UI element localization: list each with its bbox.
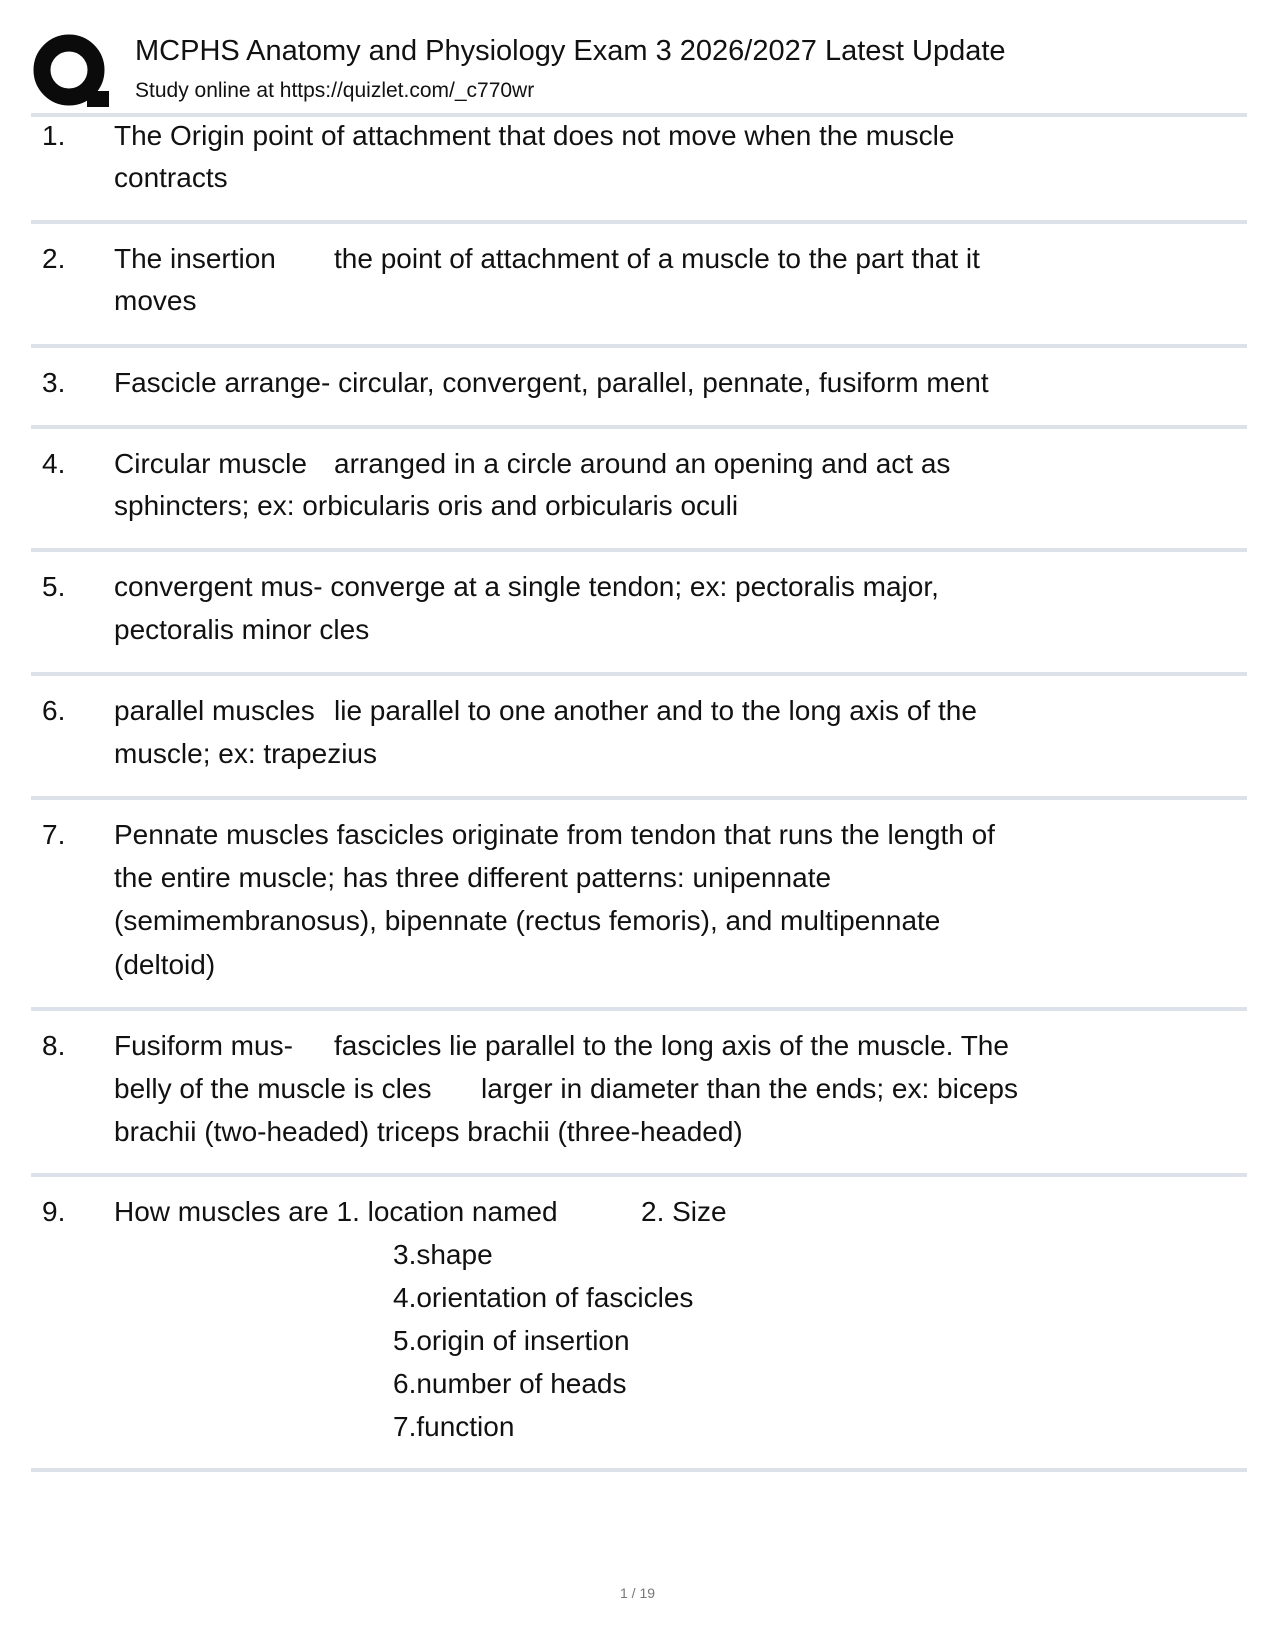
card-text-line: contracts (114, 162, 228, 193)
card-text-line: brachii (two-headed) triceps brachii (three-headed) (114, 1116, 743, 1147)
card-term: Circular muscle (114, 448, 307, 479)
divider (31, 1468, 1247, 1472)
card-text-line: sphincters; ex: orbicularis oris and orbicularis oculi (114, 490, 739, 521)
card-text-line: convergent mus- converge at a single tendon; ex: pectoralis major, (114, 571, 939, 602)
card-term: parallel muscles (114, 695, 315, 726)
study-online-link[interactable]: Study online at https://quizlet.com/_c770wr (135, 79, 535, 102)
quizlet-logo-icon (32, 33, 112, 113)
card-term: Fusiform mus- (114, 1030, 293, 1061)
divider (31, 220, 1247, 224)
card-number: 3. (42, 367, 66, 398)
divider (31, 796, 1247, 800)
card-text-line: muscle; ex: trapezius (114, 738, 377, 769)
page-number: 1 / 19 (619, 1585, 656, 1601)
card-text-line: Pennate muscles fascicles originate from tendon that runs the length of (114, 819, 995, 850)
card-text-line: The Origin point of attachment that does not move when the muscle (114, 120, 955, 151)
card-term: How muscles are 1. location named (114, 1196, 558, 1227)
card-definition: the point of attachment of a muscle to the part that it (334, 243, 980, 274)
card-definition: lie parallel to one another and to the long axis of the (334, 695, 977, 726)
card-text-line: (semimembranosus), bipennate (rectus femoris), and multipennate (114, 905, 941, 936)
card-text-line: the entire muscle; has three different patterns: unipennate (114, 862, 832, 893)
divider (31, 672, 1247, 676)
card-number: 1. (42, 120, 66, 151)
card-text-line: larger in diameter than the ends; ex: biceps (481, 1073, 1018, 1104)
card-text-line: 6.number of heads (393, 1368, 627, 1399)
card-text-line: 3.shape (393, 1239, 493, 1270)
divider (31, 425, 1247, 429)
divider (31, 548, 1247, 552)
divider (31, 1173, 1247, 1177)
card-term: The insertion (114, 243, 276, 274)
card-definition: arranged in a circle around an opening and act as (334, 448, 951, 479)
card-text-line: 7.function (393, 1411, 515, 1442)
card-text-line: pectoralis minor cles (114, 614, 370, 645)
card-definition: 2. Size (641, 1196, 727, 1227)
card-number: 4. (42, 448, 66, 479)
card-number: 6. (42, 695, 66, 726)
card-number: 7. (42, 819, 66, 850)
card-number: 5. (42, 571, 66, 602)
card-text-line: (deltoid) (114, 949, 216, 980)
document-title: MCPHS Anatomy and Physiology Exam 3 2026/2027 Latest Update (135, 35, 1006, 67)
card-number: 8. (42, 1030, 66, 1061)
divider (31, 1007, 1247, 1011)
card-number: 9. (42, 1196, 66, 1227)
card-text-line: Fascicle arrange- circular, convergent, parallel, pennate, fusiform ment (114, 367, 989, 398)
card-definition: fascicles lie parallel to the long axis of the muscle. The (334, 1030, 1009, 1061)
card-number: 2. (42, 243, 66, 274)
card-text-line: moves (114, 285, 197, 316)
card-text-line: belly of the muscle is cles (114, 1073, 432, 1104)
divider (31, 344, 1247, 348)
card-text-line: 5.origin of insertion (393, 1325, 630, 1356)
card-text-line: 4.orientation of fascicles (393, 1282, 694, 1313)
